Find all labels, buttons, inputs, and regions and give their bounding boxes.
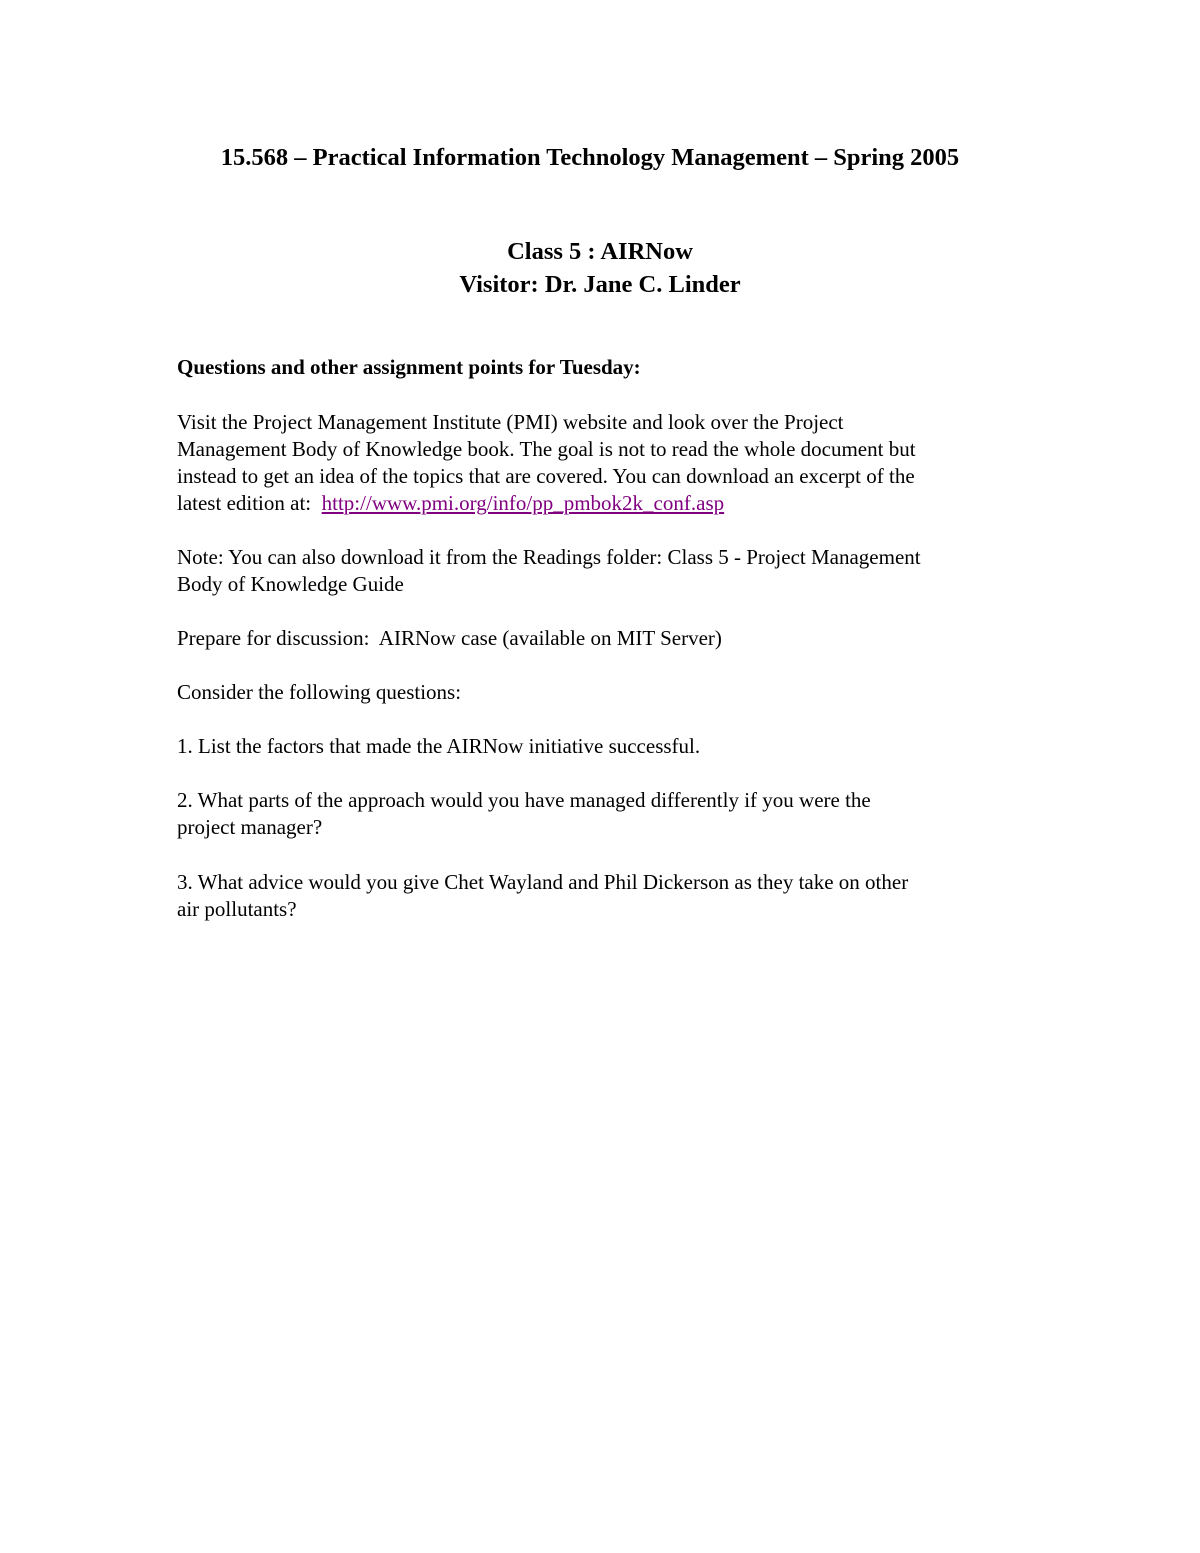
visitor-line: Visitor: Dr. Jane C. Linder [459, 271, 741, 298]
question-2-line-1: 2. What parts of the approach would you have managed differently if you were the [177, 788, 871, 812]
pmbok-download-link[interactable]: http://www.pmi.org/info/pp_pmbok2k_conf.asp [321, 491, 725, 515]
question-1-line-1: 1. List the factors that made the AIRNow initiative successful. [177, 734, 701, 758]
question-3-line-1: 3. What advice would you give Chet Wayland and Phil Dickerson as they take on other [177, 870, 909, 894]
assignment-heading: Questions and other assignment points for Tuesday: [177, 355, 641, 379]
pmi-paragraph-line-2: Management Body of Knowledge book. The goal is not to read the whole document but [177, 437, 916, 461]
question-1 [177, 733, 1037, 760]
question-3 [177, 869, 1037, 923]
prepare-line: Prepare for discussion: AIRNow case (available on MIT Server) [177, 626, 722, 650]
note-line-1: Note: You can also download it from the Readings folder: Class 5 - Project Management [177, 545, 921, 569]
question-3-line-2: air pollutants? [177, 897, 297, 921]
pmi-paragraph-line-4 [177, 490, 1037, 517]
pmi-paragraph [177, 409, 1037, 517]
pmi-paragraph-line-4-prefix: latest edition at: [177, 491, 322, 515]
note-line-2: Body of Knowledge Guide [177, 572, 404, 596]
consider-line: Consider the following questions: [177, 680, 462, 704]
question-2-line-2: project manager? [177, 815, 323, 839]
course-title: 15.568 – Practical Information Technology Management – Spring 2005 [220, 144, 960, 171]
consider-paragraph [177, 679, 1037, 706]
class-title: Class 5 : AIRNow [507, 238, 693, 265]
pmi-paragraph-line-3: instead to get an idea of the topics that are covered. You can download an excerpt of the [177, 464, 915, 488]
pmi-paragraph-line-1: Visit the Project Management Institute (PMI) website and look over the Project [177, 410, 844, 434]
question-2 [177, 787, 1037, 841]
note-paragraph [177, 544, 1037, 598]
prepare-paragraph [177, 625, 1037, 652]
